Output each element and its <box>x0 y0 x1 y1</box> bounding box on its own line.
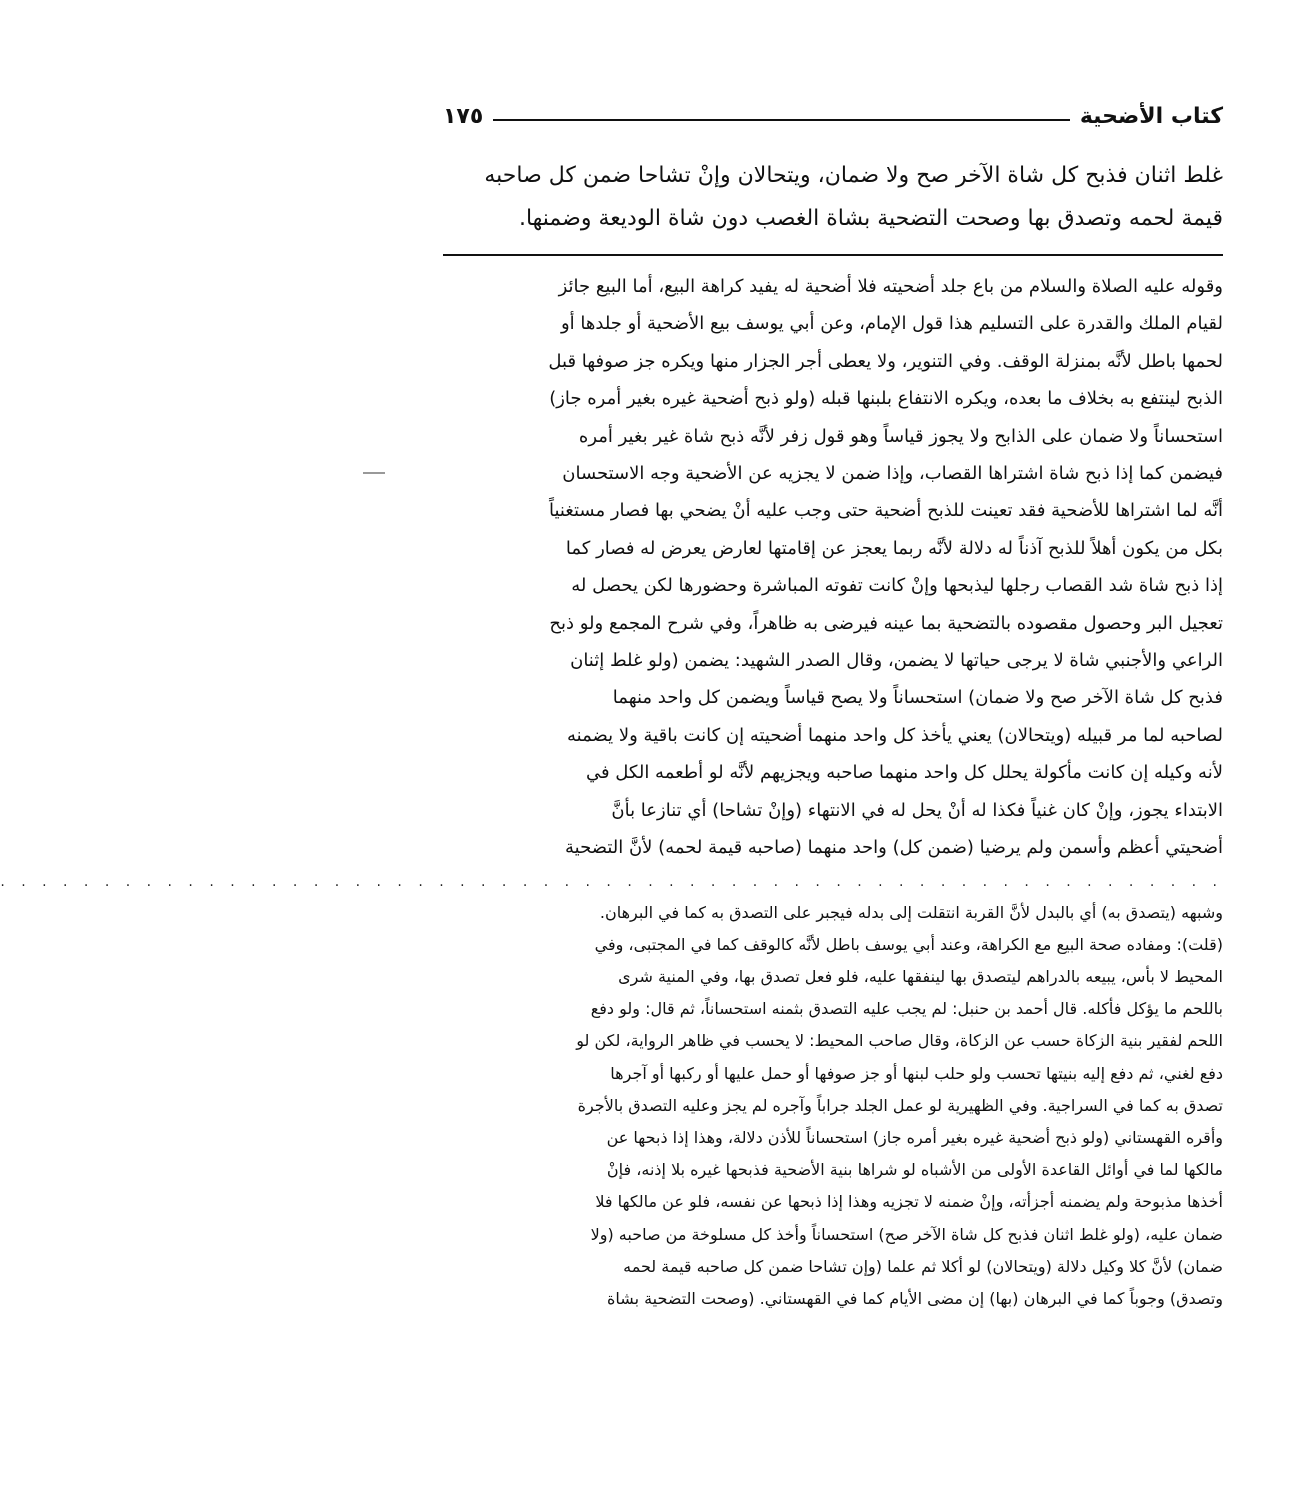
main-line: قيمة لحمه وتصدق بها وصحت التضحية بشاة الغصب دون شاة الوديعة وضمنها. <box>518 206 1223 231</box>
gloss-line: (قلت): ومفاده صحة البيع مع الكراهة، وعند أبي يوسف باطل لأنَّه كالوقف كما في المجتبى، وفي <box>594 934 1223 954</box>
header-rule <box>493 119 1070 121</box>
book-title: كتاب الأضحية <box>1079 103 1223 129</box>
commentary-line: وقوله عليه الصلاة والسلام من باع جلد أضحيته فلا أضحية له يفيد كراهة البيع، أما البيع جائز <box>558 276 1223 297</box>
gloss-line: وشبهه (يتصدق به) أي بالبدل لأنَّ القربة انتقلت إلى بدله فيجبر على التصدق به كما في البرهان. <box>599 902 1223 922</box>
commentary-line: فذبح كل شاة الآخر صح ولا ضمان) استحساناً ولا يصح قياساً ويضمن كل واحد منهما <box>612 687 1223 709</box>
commentary-line: فيضمن كما إذا ذبح شاة اشتراها القصاب، وإذا ضمن لا يجزيه عن الأضحية وجه الاستحسان <box>562 463 1223 485</box>
gloss-line: دفع لغني، ثم دفع إليه بنيتها تحسب ولو حلب لبنها أو جز صوفها أو حمل عليها أو ركبها أو آجرها <box>610 1063 1223 1083</box>
gloss-line: مالكها لما في أوائل القاعدة الأولى من الأشباه لو شراها بنية الأضحية فذبحها غيره بلا إذنه، فإنْ <box>606 1160 1223 1180</box>
commentary-line: إذا ذبح شاة شد القصاب رجلها ليذبحها وإنْ كانت تفوته المباشرة وحضورها لكن يحصل له <box>571 575 1223 597</box>
dotted-separator: . . . . . . . . . . . . . . . . . . . . . . . . . . . . . . . . . . . . . . . . . . . . . . . . . . . . . . . . . . . <box>0 873 1223 890</box>
gloss <box>443 897 1223 1316</box>
gloss-line: تصدق به كما في السراجية. وفي الظهيرية لو عمل الجلد جراباً وآجره لم يجز وعليه التصدق بالأجرة <box>577 1095 1223 1115</box>
gloss-line: وتصدق) وجوباً كما في البرهان (بها) إن مضى الأيام كما في القهستاني. (وصحت التضحية بشاة <box>607 1288 1223 1308</box>
gloss-line: باللحم ما يؤكل فأكله. قال أحمد بن حنبل: لم يجب عليه التصدق بثمنه استحساناً، ثم قال: ولو دفع <box>590 999 1223 1019</box>
main-line: غلط اثنان فذبح كل شاة الآخر صح ولا ضمان، ويتحالان وإنْ تشاحا ضمن كل صاحبه <box>484 163 1223 188</box>
section-separator <box>443 254 1223 256</box>
running-head <box>443 96 1223 136</box>
commentary-line: لحمها باطل لأنَّه بمنزلة الوقف. وفي التنوير، ولا يعطى أجر الجزار منها ويكره جز صوفها قبل <box>548 350 1223 372</box>
main-text <box>443 154 1223 240</box>
commentary-line: الابتداء يجوز، وإنْ كان غنياً فكذا له أنْ يحل له في الانتهاء (وإنْ تشاحا) أي تنازعا بأنَّ <box>611 799 1223 821</box>
commentary <box>443 268 1223 867</box>
page-number: ١٧٥ <box>443 103 484 129</box>
gloss-line: ضمان عليه، (ولو غلط اثنان فذبح كل شاة الآخر صح) استحساناً وأخذ كل مسلوخة من صاحبه (ولا <box>590 1224 1223 1244</box>
gloss-line: اللحم لفقير بنية الزكاة حسب عن الزكاة، وقال صاحب المحيط: لا يحسب في ظاهر الرواية، لكن لو <box>576 1031 1223 1051</box>
commentary-line: استحساناً ولا ضمان على الذابح ولا يجوز قياساً وهو قول زفر لأنَّه ذبح شاة غير بغير أمره <box>578 425 1223 447</box>
commentary-line: لصاحبه لما مر قبيله (ويتحالان) يعني يأخذ كل واحد منهما أضحيته إن كانت باقية ولا يضمنه <box>567 724 1223 746</box>
book-page <box>0 96 1223 1315</box>
commentary-line: لأنه وكيله إن كانت مأكولة يحلل كل واحد منهما صاحبه ويجزيهم لأنَّه لو أطعمه الكل في <box>585 762 1223 784</box>
gloss-line: أخذها مذبوحة ولم يضمنه أجزأته، وإنْ ضمنه لا تجزيه وهذا إذا ذبحها عن نفسه، فلو عن مالكها فلا <box>595 1192 1223 1212</box>
commentary-line: أضحيتي أعظم وأسمن ولم يرضيا (ضمن كل) واحد منهما (صاحبه قيمة لحمه) لأنَّ التضحية <box>565 837 1223 859</box>
commentary-line: بكل من يكون أهلاً للذبح آذناً له دلالة لأنَّه ربما يعجز عن إقامتها لعارض يعرض له فصار كما <box>565 537 1223 559</box>
commentary-line: تعجيل البر وحصول مقصوده بالتضحية بما عينه فيرضى به ظاهراً، وفي شرح المجمع ولو ذبح <box>549 612 1223 634</box>
margin-mark <box>363 472 385 474</box>
commentary-line: الراعي والأجنبي شاة لا يرجى حياتها لا يضمن، وقال الصدر الشهيد: يضمن (ولو غلط إثنان <box>570 650 1223 672</box>
commentary-line: الذبح لينتفع به بخلاف ما بعده، ويكره الانتفاع بلبنها قبله (ولو ذبح أضحية غيره بغير أمره جاز) <box>549 388 1223 410</box>
gloss-line: وأقره القهستاني (ولو ذبح أضحية غيره بغير أمره جاز) استحساناً للأذن دلالة، وهذا إذا ذبحها عن <box>606 1127 1223 1147</box>
gloss-line: المحيط لا بأس، يبيعه بالدراهم ليتصدق بها لينفقها عليه، فلو فعل تصدق بها، وفي المنية شرى <box>618 966 1223 986</box>
gloss-line: ضمان) لأنَّ كلا وكيل دلالة (ويتحالان) لو أكلا ثم علما (وإن تشاحا ضمن كل صاحبه قيمة لحمه <box>623 1256 1223 1276</box>
commentary-line: أنَّه لما اشتراها للأضحية فقد تعينت للذبح أضحية حتى وجب عليه أنْ يضحي بها فصار مستغنياً <box>548 500 1223 522</box>
commentary-line: لقيام الملك والقدرة على التسليم هذا قول الإمام، وعن أبي يوسف بيع الأضحية أو جلدها أو <box>560 313 1223 335</box>
